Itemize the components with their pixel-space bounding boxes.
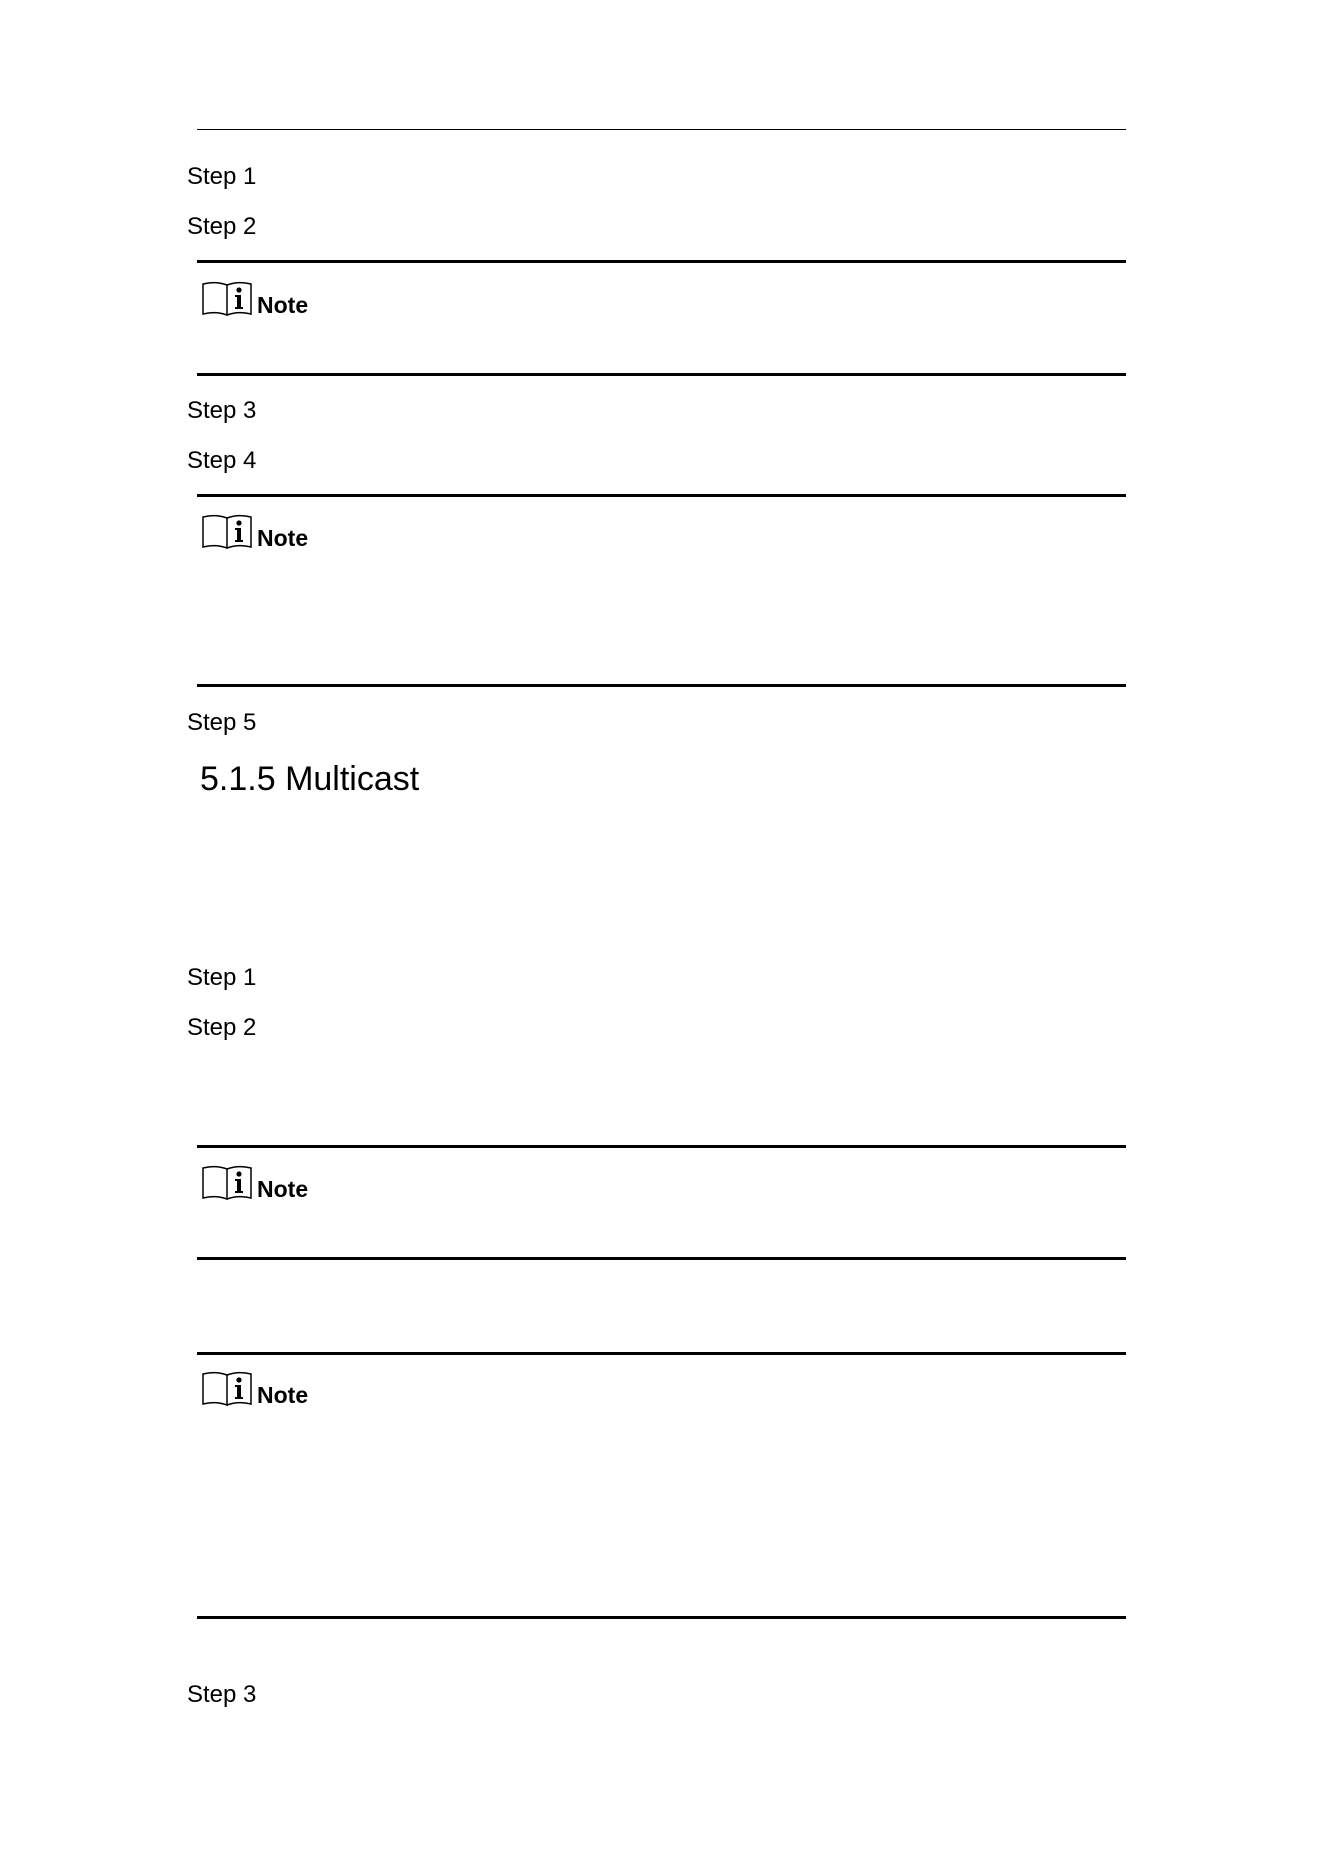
note-bottom-rule [197, 373, 1126, 376]
note-bottom-rule [197, 684, 1126, 687]
note-top-rule [197, 1145, 1126, 1148]
step-label: Step 2 [187, 1014, 257, 1041]
step-label: Step 1 [187, 163, 257, 190]
note-heading [201, 1368, 308, 1408]
note-label: Note [257, 292, 309, 318]
note-top-rule [197, 494, 1126, 497]
book-info-icon [201, 511, 255, 551]
note-bottom-rule [197, 1257, 1126, 1260]
step-label: Step 2 [187, 213, 257, 240]
step-label: Step 3 [187, 397, 257, 424]
step-label: Step 4 [187, 447, 257, 474]
step-label: Step 1 [187, 964, 257, 991]
book-info-icon [201, 1368, 255, 1408]
note-label: Note [257, 1382, 309, 1408]
book-info-icon [201, 278, 255, 318]
note-heading [201, 1162, 308, 1202]
step-label: Step 5 [187, 709, 257, 736]
note-heading [201, 278, 308, 318]
note-label: Note [257, 1176, 309, 1202]
note-heading [201, 511, 308, 551]
section-title: 5.1.5 Multicast [200, 760, 420, 798]
book-info-icon [201, 1162, 255, 1202]
step-label: Step 3 [187, 1681, 257, 1708]
note-top-rule [197, 260, 1126, 263]
header-rule [197, 129, 1126, 130]
note-bottom-rule [197, 1616, 1126, 1619]
note-label: Note [257, 525, 309, 551]
note-top-rule [197, 1352, 1126, 1355]
